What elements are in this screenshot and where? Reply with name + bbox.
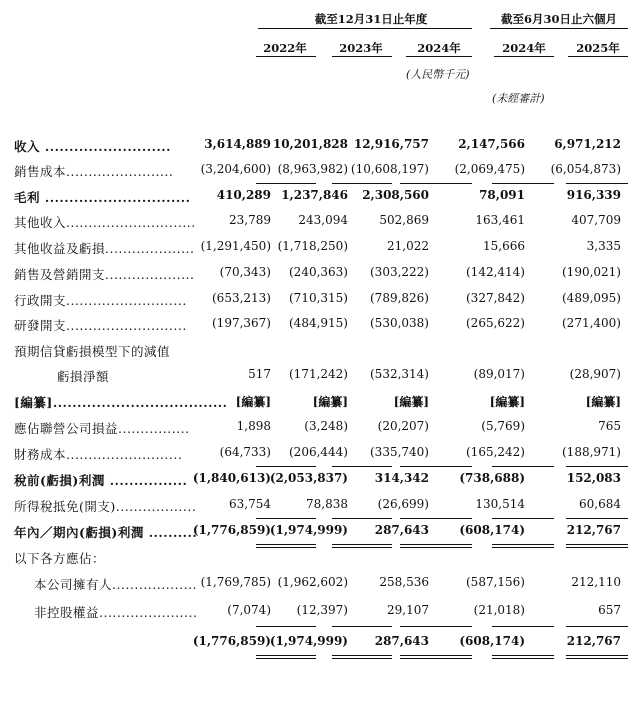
header-year-2022: 2022年 <box>263 41 307 55</box>
subtotal-rule <box>332 518 392 519</box>
header-group-annual-rule <box>258 28 472 29</box>
row-label: 毛利 .............................. <box>14 190 191 205</box>
row-value: 15,666 <box>483 239 525 253</box>
row-attributable-heading <box>0 546 640 568</box>
row-value: 21,022 <box>387 239 429 253</box>
row-value: (70,343) <box>219 265 271 279</box>
row-ecl-impairment-net <box>0 364 640 386</box>
subtotal-rule <box>332 466 392 467</box>
row-value: (608,174) <box>459 523 525 537</box>
header-year-rule <box>256 56 316 57</box>
row-label: 年內／期內(虧損)利潤 .......... <box>14 525 198 540</box>
row-value: 502,869 <box>379 213 429 227</box>
row-value: (6,054,873) <box>550 162 621 176</box>
row-value: (10,608,197) <box>350 162 429 176</box>
row-value: 152,083 <box>566 471 621 485</box>
row-value: (484,915) <box>289 316 348 330</box>
row-value: 2,147,566 <box>458 137 525 151</box>
row-value: (530,038) <box>370 316 429 330</box>
row-label: 銷售及營銷開支.................... <box>14 267 195 282</box>
row-value: 60,684 <box>579 497 621 511</box>
subtotal-rule <box>492 183 554 184</box>
row-value: (3,204,600) <box>200 162 271 176</box>
subtotal-rule <box>492 518 554 519</box>
row-value: 410,289 <box>216 188 271 202</box>
subtotal-rule <box>566 466 628 467</box>
row-value: (587,156) <box>466 575 525 589</box>
row-label: [編纂].................................... <box>14 395 228 410</box>
row-attributable-total <box>0 631 640 653</box>
header-year-2023: 2023年 <box>339 41 383 55</box>
row-value: 1,898 <box>236 419 271 433</box>
row-redacted <box>0 390 640 412</box>
row-value: (653,213) <box>212 291 271 305</box>
row-label: 虧損淨額 <box>57 369 110 384</box>
subtotal-rule <box>400 183 472 184</box>
row-finance-costs <box>0 442 640 464</box>
row-owners-of-company <box>0 572 640 594</box>
header-year-2025: 2025年 <box>576 41 620 55</box>
row-value: 258,536 <box>379 575 429 589</box>
subtotal-rule <box>256 183 316 184</box>
row-value: [編纂] <box>312 395 348 409</box>
header-year-rule <box>332 56 392 57</box>
row-value: (171,242) <box>289 367 348 381</box>
row-value: 916,339 <box>566 188 621 202</box>
row-value: (738,688) <box>459 471 525 485</box>
row-value: 287,643 <box>374 523 429 537</box>
row-selling-expenses <box>0 262 640 284</box>
row-value: (26,699) <box>377 497 429 511</box>
row-other-gains-losses <box>0 236 640 258</box>
subtotal-rule <box>256 466 316 467</box>
row-value: (188,971) <box>562 445 621 459</box>
subtotal-rule <box>492 466 554 467</box>
row-profit-before-tax <box>0 468 640 490</box>
row-share-of-associates <box>0 416 640 438</box>
header-group-annual: 截至12月31日止年度 <box>314 12 428 26</box>
row-value: (1,974,999) <box>269 634 348 648</box>
row-value: 3,335 <box>586 239 621 253</box>
subtotal-rule <box>332 183 392 184</box>
row-value: [編纂] <box>489 395 525 409</box>
row-value: (608,174) <box>459 634 525 648</box>
row-label: 其他收入............................. <box>14 215 196 230</box>
row-value: 212,767 <box>566 523 621 537</box>
row-non-controlling-interests <box>0 600 640 622</box>
row-value: (206,444) <box>289 445 348 459</box>
row-value: 163,461 <box>475 213 525 227</box>
row-label: 以下各方應佔： <box>14 551 106 566</box>
row-label: 行政開支........................... <box>14 293 187 308</box>
row-label: 預期信貸虧損模型下的減值 <box>14 344 171 359</box>
row-label: 稅前(虧損)利潤 ................ <box>14 473 188 488</box>
subtotal-rule <box>400 466 472 467</box>
header-group-interim-rule <box>490 28 628 29</box>
row-label: 應佔聯營公司損益................ <box>14 421 190 436</box>
row-value: [編纂] <box>585 395 621 409</box>
row-value: (1,776,859) <box>192 523 271 537</box>
row-gross-profit <box>0 185 640 207</box>
total-double-rule <box>256 655 316 659</box>
row-value: (165,242) <box>466 445 525 459</box>
row-value: 10,201,828 <box>272 137 348 151</box>
row-value: 3,614,889 <box>204 137 271 151</box>
audit-note: (未經審計) <box>492 92 545 105</box>
row-value: 2,308,560 <box>362 188 429 202</box>
row-value: 243,094 <box>298 213 348 227</box>
row-value: (21,018) <box>473 603 525 617</box>
row-value: (2,053,837) <box>269 471 348 485</box>
row-value: (197,367) <box>212 316 271 330</box>
subtotal-rule <box>400 626 472 627</box>
row-value: 78,091 <box>479 188 525 202</box>
row-value: (20,207) <box>377 419 429 433</box>
row-value: 287,643 <box>374 634 429 648</box>
row-value: 6,971,212 <box>554 137 621 151</box>
row-value: (710,315) <box>289 291 348 305</box>
row-value: 1,237,846 <box>281 188 348 202</box>
header-year-2024-interim: 2024年 <box>502 41 546 55</box>
row-value: (1,718,250) <box>277 239 348 253</box>
row-value: (1,291,450) <box>200 239 271 253</box>
row-value: (240,363) <box>289 265 348 279</box>
row-profit-for-period <box>0 520 640 542</box>
row-value: 407,709 <box>571 213 621 227</box>
row-value: [編纂] <box>235 395 271 409</box>
row-value: (271,400) <box>562 316 621 330</box>
subtotal-rule <box>566 518 628 519</box>
total-double-rule <box>400 655 472 659</box>
row-cost-of-sales <box>0 159 640 181</box>
row-value: (89,017) <box>473 367 525 381</box>
subtotal-rule <box>492 626 554 627</box>
unit-note: (人民幣千元) <box>406 68 470 81</box>
row-value: (303,222) <box>370 265 429 279</box>
subtotal-rule <box>566 626 628 627</box>
row-value: 78,838 <box>306 497 348 511</box>
row-label: 非控股權益...................... <box>34 605 198 620</box>
row-value: 130,514 <box>475 497 525 511</box>
row-value: 212,110 <box>571 575 621 589</box>
row-value: 23,789 <box>229 213 271 227</box>
subtotal-rule <box>256 518 316 519</box>
subtotal-rule <box>332 626 392 627</box>
header-group-interim: 截至6月30日止六個月 <box>500 12 617 26</box>
row-value: (789,826) <box>370 291 429 305</box>
header-year-rule <box>406 56 472 57</box>
row-label: 收入 .......................... <box>14 139 172 154</box>
row-value: 517 <box>248 367 271 381</box>
row-revenue <box>0 134 640 156</box>
row-value: 12,916,757 <box>353 137 429 151</box>
row-value: (2,069,475) <box>454 162 525 176</box>
header-year-2024: 2024年 <box>417 41 461 55</box>
row-value: (327,842) <box>466 291 525 305</box>
total-double-rule <box>492 655 554 659</box>
row-value: (489,095) <box>562 291 621 305</box>
row-value: (3,248) <box>304 419 348 433</box>
row-value: (1,776,859) <box>192 634 271 648</box>
row-label: 所得稅抵免(開支).................. <box>14 499 197 514</box>
subtotal-rule <box>566 183 628 184</box>
total-double-rule <box>566 655 628 659</box>
row-value: (335,740) <box>370 445 429 459</box>
row-label: 其他收益及虧損.................... <box>14 241 195 256</box>
row-label: 銷售成本........................ <box>14 164 174 179</box>
row-value: [編纂] <box>393 395 429 409</box>
row-value: 765 <box>598 419 621 433</box>
row-value: 657 <box>598 603 621 617</box>
row-value: (1,962,602) <box>277 575 348 589</box>
subtotal-rule <box>256 626 316 627</box>
row-value: (142,414) <box>466 265 525 279</box>
row-value: (1,769,785) <box>200 575 271 589</box>
row-value: 63,754 <box>229 497 271 511</box>
row-ecl-impairment-heading <box>0 339 640 361</box>
row-other-income <box>0 210 640 232</box>
row-label: 財務成本.......................... <box>14 447 183 462</box>
header-year-rule <box>494 56 554 57</box>
row-admin-expenses <box>0 288 640 310</box>
subtotal-rule <box>400 518 472 519</box>
row-value: (7,074) <box>227 603 271 617</box>
row-value: (8,963,982) <box>277 162 348 176</box>
total-double-rule <box>332 655 392 659</box>
row-value: (190,021) <box>562 265 621 279</box>
row-rd-expenses <box>0 313 640 335</box>
header-year-rule <box>568 56 628 57</box>
row-value: (12,397) <box>296 603 348 617</box>
row-value: (1,840,613) <box>192 471 271 485</box>
row-income-tax <box>0 494 640 516</box>
row-value: (5,769) <box>481 419 525 433</box>
row-value: (28,907) <box>569 367 621 381</box>
row-label: 研發開支........................... <box>14 318 187 333</box>
row-value: 29,107 <box>387 603 429 617</box>
row-label: 本公司擁有人................... <box>34 577 198 592</box>
row-value: 212,767 <box>566 634 621 648</box>
row-value: (265,622) <box>466 316 525 330</box>
row-value: 314,342 <box>374 471 429 485</box>
row-value: (1,974,999) <box>269 523 348 537</box>
row-value: (64,733) <box>219 445 271 459</box>
row-value: (532,314) <box>370 367 429 381</box>
